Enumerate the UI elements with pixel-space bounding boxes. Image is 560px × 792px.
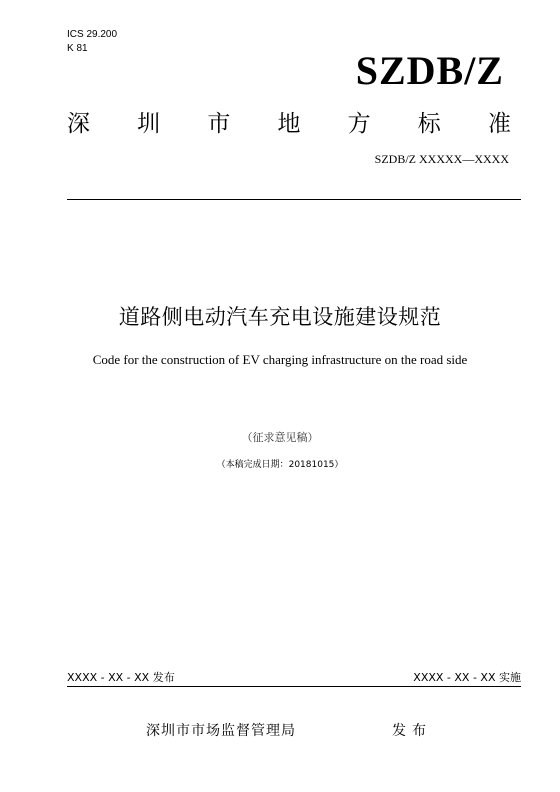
issue-date: XXXX - XX - XX 发布 — [67, 671, 175, 684]
publish-label: 发布 — [392, 723, 432, 739]
standard-type-char: 深 — [67, 111, 90, 137]
document-title-en: Code for the construction of EV charging infrastructure on the road side — [92, 352, 468, 367]
ics-code: ICS 29.200 — [67, 29, 118, 40]
ccs-code: K 81 — [67, 43, 88, 54]
standard-type-char: 准 — [487, 111, 511, 137]
standard-number: SZDB/Z XXXXX—XXXX — [374, 152, 509, 166]
document-title-cn: 道路侧电动汽车充电设施建设规范 — [118, 305, 442, 329]
standard-type-char: 方 — [347, 111, 371, 137]
standard-type-char: 市 — [207, 111, 231, 137]
completion-date: （本稿完成日期：20181015） — [216, 460, 344, 470]
standard-type — [67, 110, 511, 138]
standard-type-char: 圳 — [137, 111, 161, 137]
implementation-date: XXXX - XX - XX 实施 — [413, 671, 521, 684]
standard-code: SZDB/Z — [355, 48, 504, 93]
standard-type-char: 地 — [277, 111, 301, 137]
footer-divider — [67, 686, 521, 687]
draft-status: （征求意见稿） — [241, 431, 319, 444]
issuing-authority: 深圳市市场监督管理局 — [146, 723, 296, 739]
header-divider — [67, 199, 521, 200]
standard-type-char: 标 — [417, 111, 441, 137]
